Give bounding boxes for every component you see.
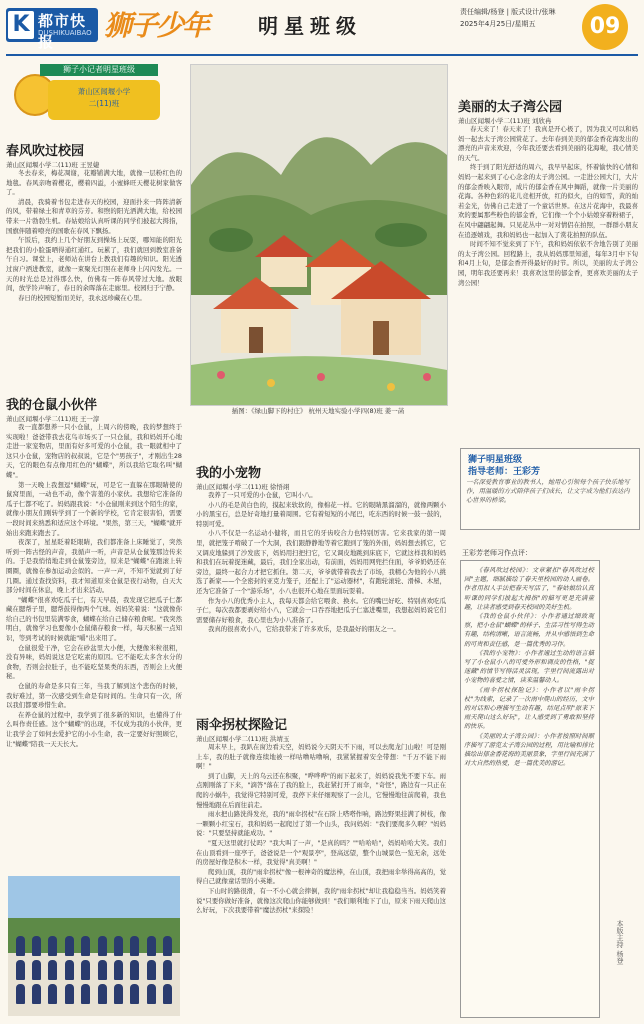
- badge-banner: 狮子小记者明星班级: [40, 64, 158, 76]
- painting-village-illustration: [191, 65, 447, 405]
- article-paragraph: 我真的很喜欢小八，它给我带来了许多欢乐，是我最好的朋友之一。: [208, 625, 400, 634]
- article-paragraph: 清晨，我骑着书包走进春天的校园，迎面扑来一阵阵清新的风，带着绿土和青草的芬芳。和煦的阳光洒满大地，给校园带来一片勃勃生机。春姑娘给认真听课的同学们披起大拇指，国旗伴随着嘹亮的国歌在春风下飘扬。: [6, 197, 182, 235]
- article-paragraph: 我养了一只可爱的小仓鼠，它叫小八。: [208, 491, 317, 499]
- article-paragraph: 春日的校园短暂而美好，我永远珍藏在心里。: [18, 293, 146, 302]
- review-paragraph: 《我的仓鼠小伙伴》：小作者通过细致观察，把小仓鼠"蝴蝶"的样子、生活习性写得生动有趣，结构清晰，语言流畅，并从中感悟到生命的可贵和责任感，是一篇优秀的习作。: [464, 613, 594, 648]
- page-number: 09: [582, 4, 628, 50]
- photo-row-front: [12, 984, 176, 1006]
- page-header: [0, 0, 644, 52]
- review-paragraph: 《雨伞拐杖探险记》：小作者以"雨伞拐杖"为线索，记录了一次雨中爬山的经历，文中的对话和心理描写生动有趣，结尾点明"原来下雨天爬山这么好玩"，让人感受到了勇敢和坚持的快乐。: [464, 686, 594, 731]
- article-hamster-friend: [6, 394, 182, 749]
- article-paragraph: 在养仓鼠的过程中，我学到了很多新的知识，也懂得了什么叫作责任感。这个"蝴蝶"的出现，不仅成为我的小伙伴，更让我学会了如何去爱护它的小小生命，我一定要好好照顾它，让"蝴蝶"陪我一天天长大。: [6, 710, 182, 748]
- article-title: 我的小宠物: [196, 466, 262, 481]
- article-paragraph: 小八不仅是一名运动小健将，而且它的牙齿咬合力也特别厉害。它来我家的第一周里，就把笼子啃破了一个大洞，我们跟静静地等着它跑到了笼的外面，妈妈想去抓它，它又调皮地躲到了沙发底下，妈妈用扫把扫它，它又调皮地跳到床底下，它就这样我和妈妈和我们在玩着捉迷藏，最后，我们全家出动，有前面，妈妈用网兜拦住面，爷爷奶奶还在旁边，最终一起合力才把它抓住。第二天，爷爷就带着我去了市场，我精心为他的小八挑选了新家——个全密封的亚克力笼子，还配上了"运动器材"，有跑轮滚轮、滑梯、木屋，还为它准备了一个"游乐场"，小八也很开心地在里面玩耍着。: [196, 529, 446, 595]
- newspaper-logo: [6, 8, 98, 51]
- review-paragraph: 《我的小宠物》：小作者通过生动的语言描写了小仓鼠小八的可爱外形和调皮的性格，"捉迷藏"的情节写得活灵活现，字里行间流露出对小宠物的喜爱之情，读来温馨动人。: [464, 649, 594, 685]
- article-byline: 萧山区闻堰小学二(11)班 王昱婕: [6, 161, 100, 169]
- review-paragraph: 《美丽的太子湾公园》：小作者按照时间顺序描写了游览太子湾公园的过程，用比喻和排比描绘出郁金香花海的美丽景象，字里行间充满了对大自然的热爱，是一篇优美的游记。: [464, 732, 594, 768]
- article-paragraph: 到了山脚，天上的乌云还在积聚，"哗哗哗"的雨下起来了，妈妈说我先不要下车。雨点刚刚落了下来，"滴答"落在了我的脸上，我赶紧打开了雨伞，"奇怪"，路边有一只正在爬的小蜗牛，我觉得它特别可爱，我停下来仔细观察了一会儿，它慢慢地往前爬着，我也慢慢地跟在后面往前走。: [196, 771, 446, 809]
- article-paragraph: 冬去春来，梅花凋谢，花瓣铺满大地，就像一层粉红色的地毯。春风亲吻着樱花，樱着四溢，小蜜蜂旺天樱花树家做客了。: [6, 169, 182, 197]
- mentor-description: 一名深爱教育事业的教书人，她用心引领每个孩子快乐地写作，用温暖的方式陪伴孩子们成长，让文字成为他们表达内心世界的桥梁。: [466, 479, 630, 504]
- logo-subtitle: DUSHIKUAIBAO: [38, 29, 92, 37]
- article-paragraph: 作为小八的优秀小主人，我每天都会给它喂食、换水。它的嘴巴好吃、特别喜欢吃瓜子仁，每次我都要剥好给小八，它就会一口吞吞地把瓜子仁塞进嘴里，我想起妈妈说它们需要储存好粮食，我心里也为小八准备了。: [196, 596, 446, 624]
- photo-row-back: [12, 936, 176, 958]
- student-painting: [190, 64, 448, 406]
- article-paragraph: 仓鼠很爱干净，它会在砂盆里大小便，大便像米粒很粗，没有异味，妈妈说这是它吃素的原因。它不能吃太多含水分的食物，否则会拉肚子，也不能吃坚果类的东西，否则会上火便秘。: [6, 643, 182, 681]
- article-paragraph: "夏天这里就打仗吗？"我大叫了一声，"是真的吗？""哈哈哈"，妈妈哈哈大笑。我们在山顶看到一座亭子，爸爸说是一个"观景亭"，登高远望，整个山城景色一览无余，远处的房屋好像是积木一样，我觉得"真美啊！": [196, 838, 446, 867]
- header-divider: [6, 54, 638, 56]
- article-title: 美丽的太子湾公园: [458, 100, 563, 115]
- article-title: 春风吹过校园: [6, 144, 85, 159]
- article-paragraph: 夜深了，星星眨着眨眼睛，我们都准备上床睡觉了，突然听到一阵古怪的声音，我循声一听，声音是从仓鼠笼那边传来的。于是我悄悄地走到仓鼠笼旁边，原来是"蝴蝶"在跑滚上转圈圈，就像在参加运动会似的。一声一声，不知不觉就到了好几圈。通过查找资料，我才知道原来仓鼠是夜行动物，白天大部分时间在休息，晚上才出来活动。: [6, 538, 182, 595]
- article-byline: 萧山区闻堰小学二(11)班 洪靖玉: [196, 735, 290, 743]
- editor-credit: 责任编辑/杨登 | 版式设计/张琳: [460, 8, 556, 16]
- article-paragraph: 春天来了！春天来了！我真是开心极了，因为我又可以和妈妈一起去太子湾公园赏花了。去年春到美美的郁金香花海发出的漂亮的声音来欢迎，今年我还要去看到美丽的花海啦，我心情美的天气。: [458, 125, 638, 162]
- article-paragraph: 第一天晚上我想逗"蝴蝶"玩，可是它一直躲在那眼睛使的鼠窝里面，一动也不动，像个害羞的小家伙。我想给它准备的瓜子仁都不吃了。妈妈跟我说："小仓鼠刚来到这个陌生的家，就像小朋友们刚转学到了一个新的学校，它肯定很害怕，需要一段时间来熟悉和适应这个环境。"果然，第三天，"蝴蝶"就开始出来跑来跑去了。: [6, 480, 182, 537]
- issue-date: 2025年4月25日/星期五: [460, 20, 536, 28]
- review-paragraph: 《春风吹过校园》：文章紧扣"春风吹过校园"主题，细腻描绘了春天里校园的动人画卷。作者用拟人手法把春天写活了，"春姑娘给认真听课的同学们披起大拇指"的描写更是充满童趣，让读者感受到春天校园的美好生机。: [464, 567, 594, 611]
- brand-calligraphy: 狮子少年: [104, 9, 209, 42]
- class-badge: [48, 80, 160, 120]
- article-paragraph: 下山时的路很滑，有一不小心就会摔倒，我的"雨伞拐杖"却让我稳稳当当。妈妈笑着说"只要你做好准备，就像这次爬山你能够做到！"我们顺利地下了山，原来下雨天爬山这么好玩，下次我要带着"魔法拐杖"来探险！: [196, 886, 446, 915]
- badge-class: 二(11)班: [88, 99, 120, 108]
- badge-school: 萧山区闻堰小学: [77, 87, 131, 96]
- article-paragraph: 雨水把山路洗得发亮，我的"雨伞拐杖"在石阶上嗒嗒作响，路边野果挂满了树枝，像一颗颗小红宝石，我和妈妈一起爬过了第一个山头，我问妈妈："我们要爬多久啊？"妈妈说："只要坚持就能成功。": [196, 810, 446, 838]
- page-host-credit: 本版主持 杨登: [616, 920, 624, 965]
- logo-letter: K: [8, 11, 34, 39]
- article-paragraph: 我一直都想养一只小仓鼠，上周六的傍晚，我的梦想终于实现啦！爸爸带我去花鸟市场买了一只仓鼠，我和妈妈开心地走进一家宠物店，里面有好多可爱的小仓鼠，我一眼就相中了这只小仓鼠，宠物店的叔叔说，它是个"男孩子"，才刚出生28天，它的眼色有点像用红色的"蝴蝶"，所以我给它取名叫"蝴蝶"。: [6, 423, 182, 479]
- article-taiziwan-park: [458, 96, 638, 288]
- article-title: 雨伞拐杖探险记: [196, 718, 288, 733]
- article-paragraph: 周末早上，我趴在窗边看天空，妈妈说今天阴天不下雨，可以去爬龙门山啦！可是刚上车，我的肚子就像连续地被一样咕噜咕噜响，我紧紧握着安全带想："千万不能下雨啊！": [196, 743, 446, 771]
- article-paragraph: 午饭后，我约上几个好朋友到操场上玩耍，哪知能的阳光把我们的小脸蛋晒得通红通红。玩累了，我们就回到教室准备午自习。课堂上，老师站在讲台上教我们有趣的知识。阳光透过窗户洒进教室，就像一束聚光灯照在老师身上闪闪发光。一天的时光总是过得那么快，仿佛有一阵春风带过大地。放眼间，放学铃声响了，春日的余晖落在走廊里。校园归于宁静。: [6, 236, 182, 293]
- painting-caption: 插图：《绿山脚下的村庄》 杭州天地实验小学四(8)班 姜一菡: [231, 407, 405, 415]
- mentor-heading: 狮子明星班级: [468, 455, 523, 465]
- article-byline: 萧山区闻堰小学二(11)班 徐悟翊: [196, 483, 290, 491]
- article-paragraph: "蝴蝶"很喜欢吃瓜子仁，有天早晨，我发现它把瓜子仁都藏在腮帮子里，腮帮鼓得像两个气球。妈妈笑着说："这就像你给自己的书包里装满零食，蝴蝶在给自己储存粮食呢。"我突然明白，就像学习也要像小仓鼠储存粮食一样，每天积累一点知识，等到考试的时候就能"嚼"出来用了。: [6, 595, 182, 643]
- article-paragraph: 时间不知不觉来到了下午，我和妈妈依依不舍地告别了美丽的太子湾公园。回程路上，我从妈妈那里知道，每年3月中下旬和4月上旬，是郁金香开得最好的时节。所以，美丽的太子湾公园，明年我还要再来！我喜欢这里的郁金香，更喜欢美丽的太子湾公园！: [458, 240, 638, 287]
- review-label: 王彩芳老师习作点评：: [462, 549, 532, 557]
- class-group-photo: [8, 876, 180, 1016]
- article-spring-campus: [6, 140, 182, 303]
- article-paragraph: 小八的毛是黄白色的，摸起来软软的，像棉花一样。它的眼睛黑溜溜的，就像两颗小小的黑宝石，总是好奇地打量着周围。它有着短短的小尾巴，吃东西的时候一鼓一鼓的，特别可爱。: [196, 500, 446, 528]
- edition-meta: [460, 6, 556, 30]
- article-my-pet: [196, 462, 446, 635]
- review-content: [464, 566, 594, 768]
- article-paragraph: 仓鼠的寿命是多只有三年，当我了解到这个悲伤的时候，我好难过，第一次感受到生命是有时间的。生命只有一次，所以我们都要珍惜生命。: [6, 682, 182, 710]
- article-umbrella-adventure: [196, 714, 446, 916]
- section-title: 明星班级: [258, 14, 362, 38]
- photo-row-middle: [12, 960, 176, 982]
- article-paragraph: 爬到山顶，我的"雨伞拐杖"像一根神奇的魔法棒，在山顶，我把雨伞举得高高的，觉得自己就像童话里的小英雄。: [196, 867, 446, 886]
- article-paragraph: 终于到了阳光舒适的周六，我早早起床，怀着愉快的心情和妈妈一起来到了心心念念的太子湾公园。一走进公园大门，大片的郁金香映入眼帘，成片的郁金香在风中舞蹈，就像一片美丽的花海。各种色彩的花儿竞相开放，红的似火，白的如雪，黄的灿若金光，仿佛自己走进了一个童话世界。在这片花海中，我最喜欢的要属那些粉色的郁金香，它们像一个个小姑娘穿着粉裙子，在风中翩翩起舞。只见花丛中一对对情侣在拍照，一群群小朋友在追逐嬉戏，我和妈妈也一起加入了赏花拍照的队伍。: [458, 163, 638, 239]
- mentor-name: 指导老师：王彩芳: [468, 467, 541, 477]
- article-byline: 萧山区闻堰小学二(11)班 刘欣冉: [458, 117, 552, 125]
- article-title: 我的仓鼠小伙伴: [6, 398, 98, 413]
- article-byline: 萧山区闻堰小学二(11)班 王一淳: [6, 415, 100, 423]
- logo-title: 都市快报: [38, 12, 87, 51]
